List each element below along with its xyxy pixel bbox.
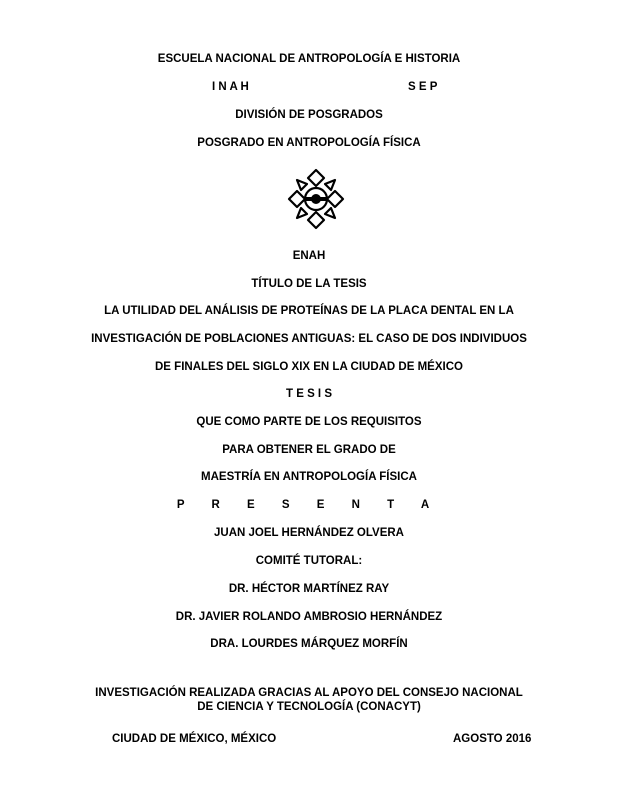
thesis-title-line-2: INVESTIGACIÓN DE POBLACIONES ANTIGUAS: EL CASO DE DOS INDIVIDUOS (91, 333, 527, 345)
sep-label: S E P (408, 81, 438, 93)
requisite-line-3: MAESTRÍA EN ANTROPOLOGÍA FÍSICA (201, 471, 417, 483)
author-name: JUAN JOEL HERNÁNDEZ OLVERA (214, 527, 404, 539)
presenta-label: P R E S E N T A (176, 499, 442, 511)
division-name: DIVISIÓN DE POSGRADOS (235, 109, 383, 121)
inah-label: I N A H (212, 81, 249, 93)
thesis-title-line-1: LA UTILIDAD DEL ANÁLISIS DE PROTEÍNAS DE LA PLACA DENTAL EN LA (104, 305, 514, 317)
tesis-label: T E S I S (285, 388, 332, 400)
requisite-line-1: QUE COMO PARTE DE LOS REQUISITOS (196, 416, 422, 428)
committee-member-1: DR. HÉCTOR MARTÍNEZ RAY (228, 583, 390, 595)
committee-label: COMITÉ TUTORAL: (255, 555, 363, 567)
committee-member-2: DR. JAVIER ROLANDO AMBROSIO HERNÁNDEZ (175, 611, 443, 623)
place: CIUDAD DE MÉXICO, MÉXICO (112, 733, 277, 745)
funding-line-1: INVESTIGACIÓN REALIZADA GRACIAS AL APOYO DEL CONSEJO NACIONAL (95, 687, 523, 699)
enah-label: ENAH (292, 250, 326, 262)
requisite-line-2: PARA OBTENER EL GRADO DE (222, 444, 396, 456)
date: AGOSTO 2016 (453, 733, 532, 745)
program-name: POSGRADO EN ANTROPOLOGÍA FÍSICA (197, 137, 421, 149)
committee-member-3: DRA. LOURDES MÁRQUEZ MORFÍN (210, 638, 408, 650)
funding-line-2: DE CIENCIA Y TECNOLOGÍA (CONACYT) (197, 701, 421, 713)
enah-emblem-icon (283, 166, 349, 232)
thesis-title-label: TÍTULO DE LA TESIS (251, 278, 367, 290)
thesis-title-line-3: DE FINALES DEL SIGLO XIX EN LA CIUDAD DE MÉXICO (155, 361, 463, 373)
school-name: ESCUELA NACIONAL DE ANTROPOLOGÍA E HISTORIA (157, 53, 461, 65)
